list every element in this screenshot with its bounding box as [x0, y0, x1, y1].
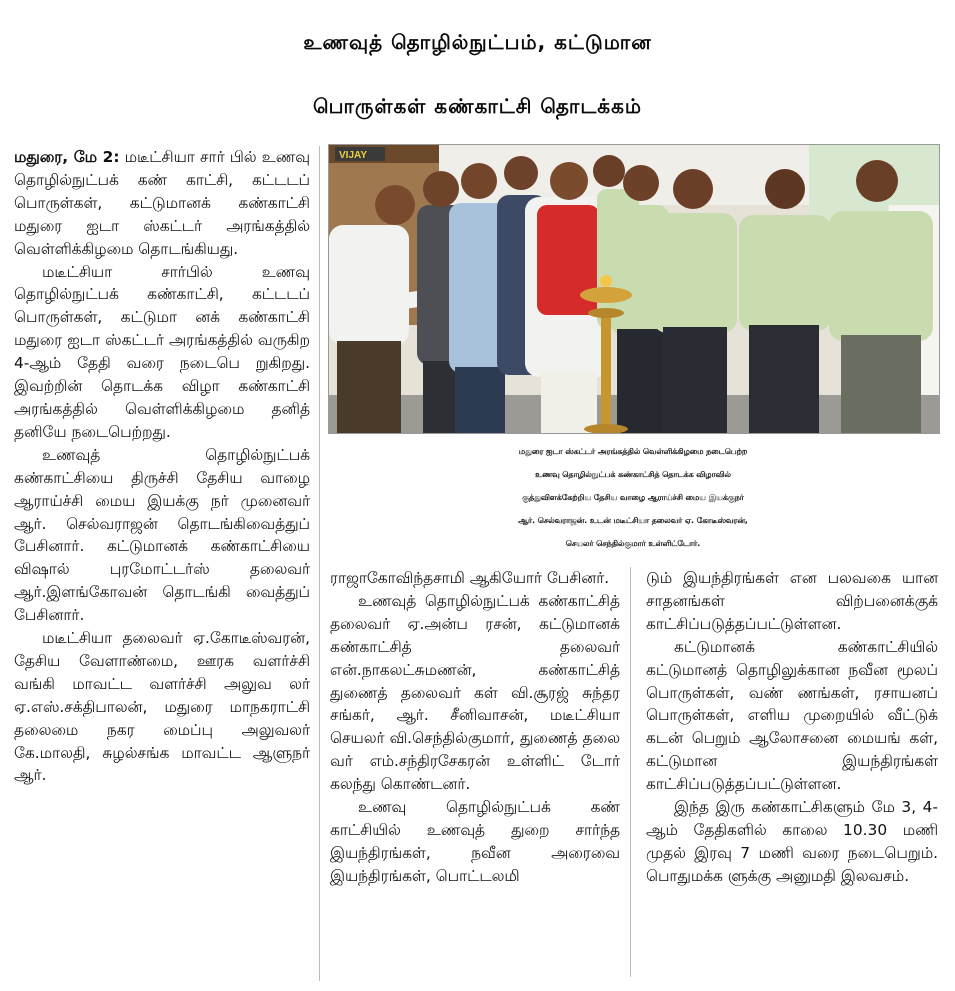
paragraph-1 [14, 146, 310, 261]
caption-line-4: ஆர். செல்வராஜன். உடன் மடீட்சியா தலைவர் ஏ. கோடீஸ்வரன், [518, 516, 748, 525]
column-divider-2 [630, 567, 631, 977]
banner-text: VIJAY [339, 150, 367, 161]
col3-paragraph-3: இந்த இரு கண்காட்சிகளும் மே 3, 4-ஆம் தேதிகளில் காலை 10.30 மணி முதல் இரவு 7 மணி வரை நடைபெறும். பொதுமக்க ளுக்கு அனுமதி இலவசம். [646, 798, 938, 885]
caption-line-3: குத்துவிளக்கேற்றிய தேசிய வாழை ஆராய்ச்சி மைய இயக்குநர் [522, 493, 744, 502]
dateline: மதுரை, மே 2: [14, 148, 120, 166]
headline-line-1: உணவுத் தொழில்நுட்பம், கட்டுமான [303, 30, 652, 54]
photo-caption [328, 440, 938, 555]
lamp-lighting-illustration [329, 145, 939, 433]
event-photo [328, 144, 940, 434]
col2-paragraph-3: உணவு தொழில்நுட்பக் கண் காட்சியில் உணவுத் துறை சார்ந்த இயந்திரங்கள், நவீன அரைவை இயந்திரங்கள், பொட்டலமி [330, 798, 620, 885]
article-column-3 [646, 567, 938, 888]
paragraph-3: உணவுத் தொழில்நுட்பக் கண்காட்சியை திருச்சி தேசிய வாழை ஆராய்ச்சி மைய இயக்கு நர் முனைவர் ஆர். செல்வராஜன் தொடங்கிவைத்துப் பேசினார். கட்டுமானக் கண்காட்சியை விஷால் புரமோட்டர்ஸ் தலைவர் ஆர்.இளங்கோவன் தொடங்கி வைத்துப் பேசினார். [14, 445, 310, 625]
article-column-1 [14, 146, 310, 787]
article-column-2 [330, 567, 620, 888]
paragraph-1-text: மடீட்சியா சார் பில் உணவு தொழில்நுட்பக் கண் காட்சி, கட்டடப் பொருள்கள், கட்டுமானக் கண்காட்சி மதுரை ஐடா ஸ்கட்டர் அரங்கத்தில் வெள்ளிக்கிழமை தொடங்கியது. [14, 148, 311, 258]
headline [0, 0, 955, 140]
col2-paragraph-1: ராஜாகோவிந்தசாமி ஆகியோர் பேசினர். [330, 569, 610, 587]
col3-paragraph-1: டும் இயந்திரங்கள் என பலவகை யான சாதனங்கள் விற்பனைக்குக் காட்சிப்படுத்தப்பட்டுள்ளன. [646, 569, 938, 633]
paragraph-4: மடீட்சியா தலைவர் ஏ.கோடீஸ்வரன், தேசிய வேளாண்மை, ஊரக வளர்ச்சி வங்கி மாவட்ட வளர்ச்சி அலுவ லர் ஏ.எஸ்.சக்திபாலன், மதுரை மாநகராட்சி தலைமை நகர மைப்பு அலுவலர் கே.மாலதி, சுழல்சங்க மாவட்ட ஆளுநர் ஆர். [14, 629, 310, 785]
paragraph-2: மடீட்சியா சார்பில் உணவு தொழில்நுட்பக் கண்காட்சி, கட்டடப் பொருள்கள், கட்டுமா னக் கண்காட்சி மதுரை ஐடா ஸ்கட்டர் அரங்கத்தில் வருகிற 4-ஆம் தேதி வரை நடைபெ றுகிறது. இவற்றின் தொடக்க விழா கண்காட்சி அரங்கத்தில் வெள்ளிக்கிழமை தனித் தனியே நடைபெற்றது. [14, 262, 310, 441]
column-divider-1 [319, 146, 320, 981]
caption-line-5: செயலர் செந்தில்குமார் உள்ளிட்டோர். [565, 539, 701, 548]
headline-line-2: பொருள்கள் கண்காட்சி தொடக்கம் [313, 94, 642, 118]
col3-paragraph-2: கட்டுமானக் கண்காட்சியில் கட்டுமானத் தொழிலுக்கான நவீன மூலப் பொருள்கள், வண் ணங்கள், ரசாயனப் பொருள்கள், எளிய முறையில் வீட்டுக் கடன் பெறும் ஆலோசனை மையங் கள், கட்டுமான இயந்திரங்கள் காட்சிப்படுத்தப்பட்டுள்ளன. [646, 637, 938, 794]
caption-line-1: மதுரை ஐடா ஸ்கட்டர் அரங்கத்தில் வெள்ளிக்கிழமை நடைபெற்ற [518, 447, 748, 456]
col2-paragraph-2: உணவுத் தொழில்நுட்பக் கண்காட்சித் தலைவர் ஏ.அன்ப ரசன், கட்டுமானக் கண்காட்சித் தலைவர் என்.நாகலட்சுமணன், கண்காட்சித் துணைத் தலைவர் கள் வி.சூரஜ் சுந்தர சங்கர், ஆர். சீனிவாசன், மடீட்சியா செயலர் வி.செந்தில்குமார், துணைத் தலை வர் எம்.சந்திரசேகரன் உள்ளிட் டோர் கலந்து கொண்டனர். [330, 591, 620, 794]
caption-line-2: உணவு தொழில்நுட்பக் கண்காட்சித் தொடக்க விழாவில் [535, 470, 731, 479]
